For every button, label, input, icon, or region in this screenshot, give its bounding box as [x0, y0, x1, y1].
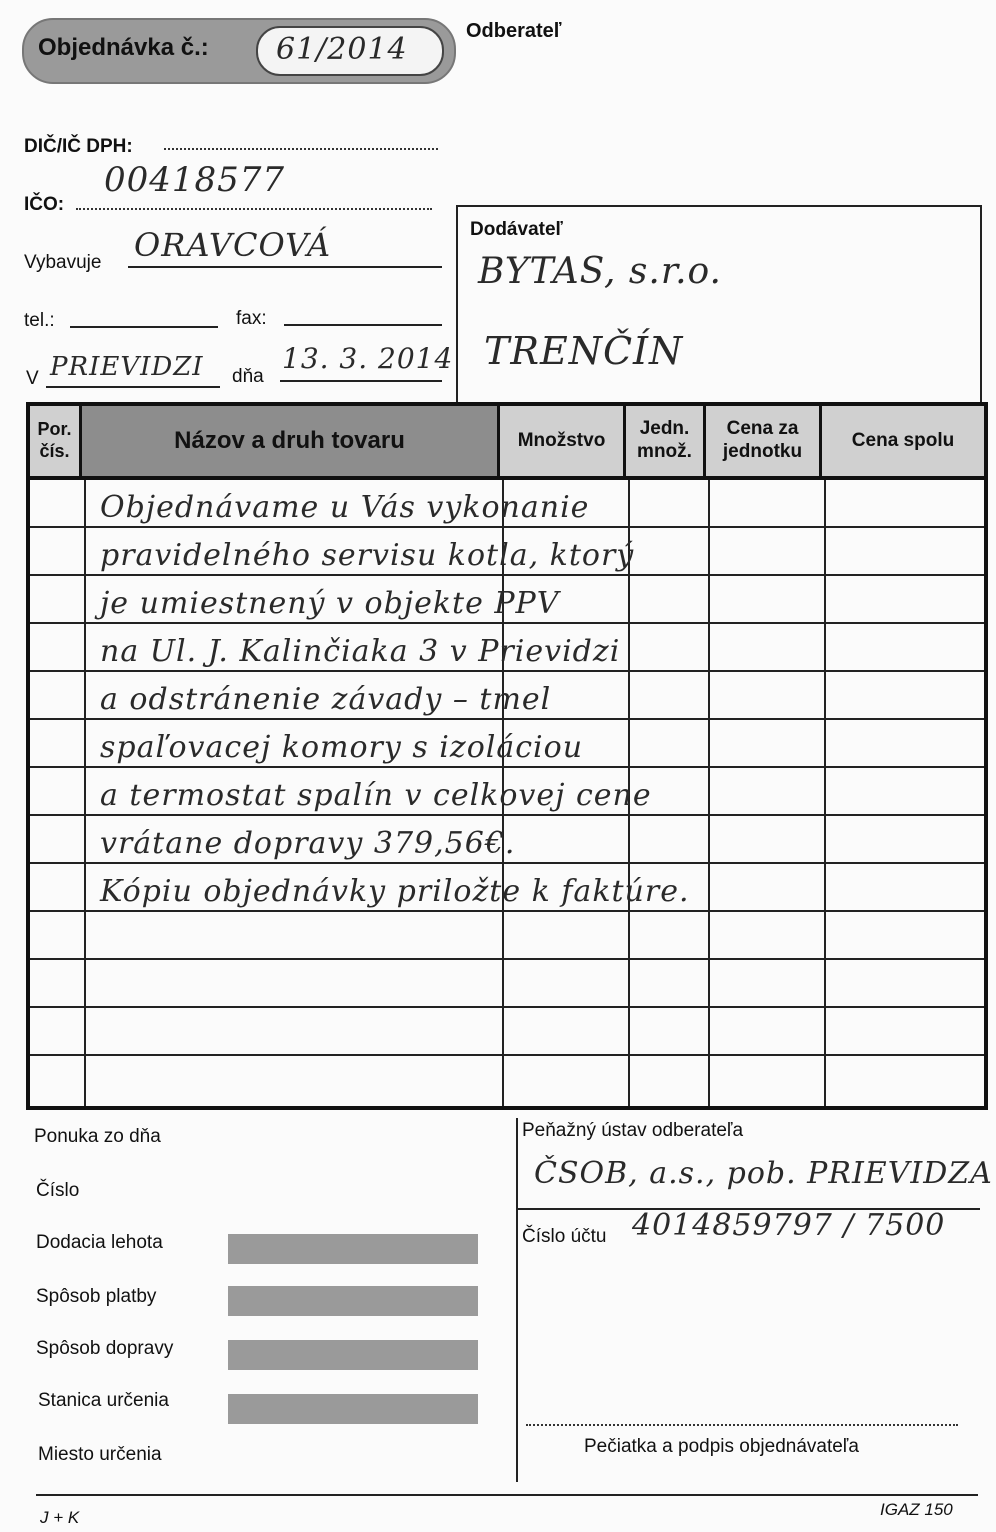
- account-label: Číslo účtu: [522, 1226, 607, 1247]
- col-header-cena-spolu: Cena spolu: [822, 406, 984, 476]
- row-divider: [30, 670, 984, 672]
- row-divider: [30, 574, 984, 576]
- row-divider: [30, 1006, 984, 1008]
- signature-label: Pečiatka a podpis objednávateľa: [584, 1436, 859, 1457]
- vybavuje-label: Vybavuje: [24, 252, 102, 273]
- col-header-nazov: Názov a druh tovaru: [82, 406, 500, 476]
- fax-label: fax:: [236, 308, 267, 329]
- doprava-label: Spôsob dopravy: [36, 1338, 174, 1359]
- dodacia-field: [228, 1234, 478, 1264]
- stanica-label: Stanica určenia: [38, 1390, 169, 1411]
- supplier-city: TRENČÍN: [484, 329, 684, 373]
- bank-label: Peňažný ústav odberateľa: [522, 1120, 744, 1141]
- row-divider: [30, 622, 984, 624]
- item-line: pravidelného servisu kotla, ktorý: [100, 538, 635, 573]
- item-line: a termostat spalín v celkovej cene: [100, 778, 652, 813]
- order-title: Objednávka č.:: [38, 34, 209, 61]
- footer-left: J + K: [40, 1508, 80, 1527]
- dodacia-label: Dodacia lehota: [36, 1232, 163, 1253]
- row-divider: [30, 718, 984, 720]
- buyer-label: Odberateľ: [466, 20, 562, 42]
- order-number: 61/2014: [276, 32, 408, 67]
- place-line: [46, 386, 220, 388]
- place-value: PRIEVIDZI: [50, 352, 204, 382]
- ponuka-label: Ponuka zo dňa: [34, 1126, 161, 1147]
- footer-line: [36, 1494, 978, 1496]
- platba-label: Spôsob platby: [36, 1286, 157, 1307]
- col-header-cena-jednotku: Cena za jednotku: [706, 406, 822, 476]
- date-value: 13. 3. 2014: [282, 342, 454, 375]
- account-value: 4014859797 / 7500: [632, 1208, 946, 1243]
- item-line: na Ul. J. Kalinčiaka 3 v Prievidzi: [100, 634, 621, 669]
- row-divider: [30, 814, 984, 816]
- table-header: [30, 406, 984, 480]
- col-header-jedn: Jedn. množ.: [626, 406, 706, 476]
- order-number-oval: [256, 26, 444, 76]
- miesto-label: Miesto určenia: [38, 1444, 162, 1465]
- item-line: vrátane dopravy 379,56€.: [100, 826, 516, 861]
- row-divider: [30, 958, 984, 960]
- place-prefix: V: [26, 368, 39, 389]
- doprava-field: [228, 1340, 478, 1370]
- row-divider: [30, 766, 984, 768]
- row-divider: [30, 1054, 984, 1056]
- item-line: spaľovacej komory s izoláciou: [100, 730, 584, 765]
- order-number-pill: [22, 18, 456, 84]
- tel-label: tel.:: [24, 310, 55, 331]
- item-line: je umiestnený v objekte PPV: [100, 586, 560, 621]
- ico-value: 00418577: [104, 160, 286, 200]
- bottom-divider: [516, 1118, 518, 1482]
- date-line: [280, 380, 442, 382]
- ico-label: IČO:: [24, 194, 65, 215]
- date-label: dňa: [232, 366, 264, 387]
- stanica-field: [228, 1394, 478, 1424]
- row-divider: [30, 862, 984, 864]
- item-line: Kópiu objednávky priložte k faktúre.: [100, 874, 690, 909]
- item-line: a odstránenie závady – tmel: [100, 682, 552, 717]
- dic-line: [164, 144, 438, 150]
- vybavuje-value: ORAVCOVÁ: [134, 226, 332, 264]
- row-divider: [30, 910, 984, 912]
- platba-field: [228, 1286, 478, 1316]
- signature-line: [526, 1422, 958, 1426]
- row-divider: [30, 526, 984, 528]
- cislo-label: Číslo: [36, 1180, 80, 1201]
- col-header-mnozstvo: Množstvo: [500, 406, 626, 476]
- ico-line: [76, 204, 432, 210]
- col-header-por: Por. čís.: [30, 406, 82, 476]
- fax-line: [284, 324, 442, 326]
- footer-right: IGAZ 150: [880, 1500, 953, 1519]
- vybavuje-line: [128, 266, 442, 268]
- tel-line: [70, 326, 218, 328]
- bank-value: ČSOB, a.s., pob. PRIEVIDZA: [534, 1156, 993, 1191]
- item-line: Objednávame u Vás vykonanie: [100, 490, 590, 525]
- items-table: [26, 402, 988, 1110]
- supplier-label: Dodávateľ: [470, 219, 563, 240]
- dic-label: DIČ/IČ DPH:: [24, 136, 133, 157]
- supplier-name: BYTAS, s.r.o.: [478, 251, 722, 292]
- supplier-box: [456, 205, 982, 405]
